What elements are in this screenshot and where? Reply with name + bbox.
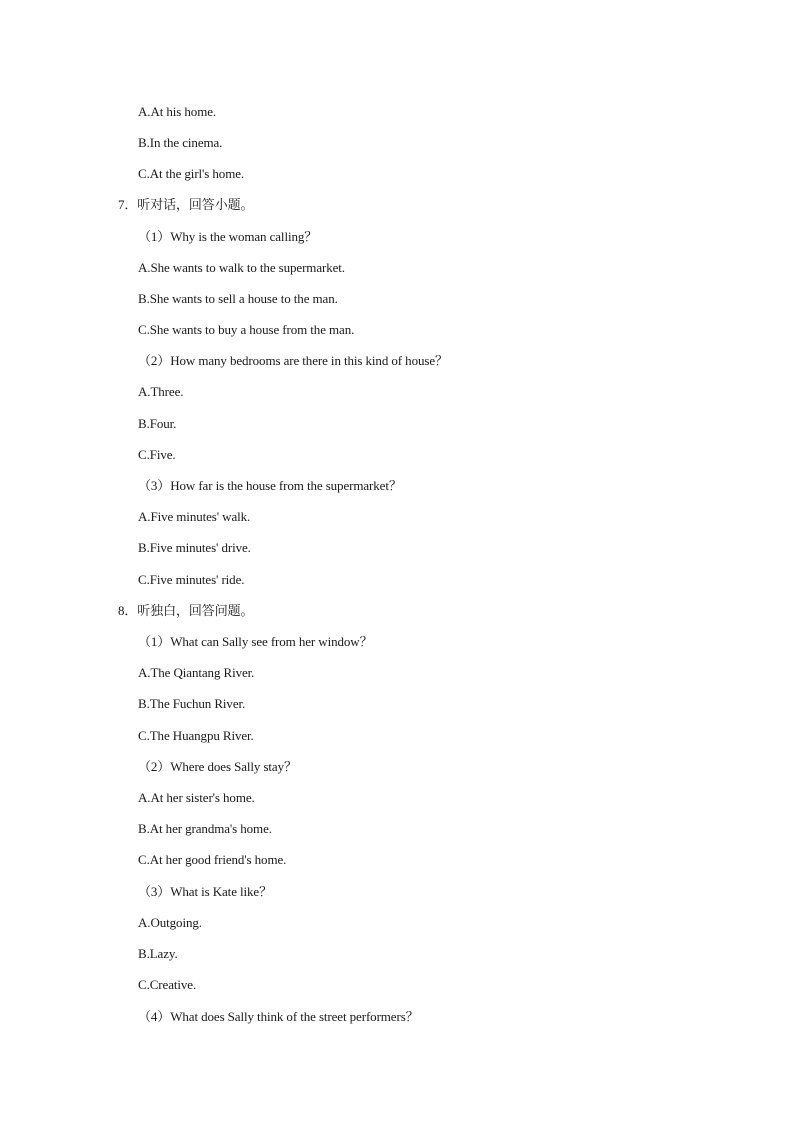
- q8-sub3-option-c: C.Creative.: [138, 977, 197, 992]
- q8-sub3-option-b: B.Lazy.: [138, 946, 178, 961]
- q8-sub1-option-c: C.The Huangpu River.: [138, 728, 254, 743]
- q7-sub3-option-b: B.Five minutes' drive.: [138, 540, 251, 555]
- q7-sub1-option-b: B.She wants to sell a house to the man.: [138, 291, 338, 306]
- q8-sub2-option-a: A.At her sister's home.: [138, 790, 255, 805]
- q7-sub2-option-b: B.Four.: [138, 416, 177, 431]
- q8-sub3-option-a: A.Outgoing.: [138, 915, 202, 930]
- q8-sub3-question: （3）What is Kate like？: [138, 884, 273, 899]
- q7-sub3-option-a: A.Five minutes' walk.: [138, 509, 251, 524]
- q8-sub1-option-a: A.The Qiantang River.: [138, 665, 255, 680]
- q8-sub1-option-b: B.The Fuchun River.: [138, 696, 246, 711]
- q7-sub3-option-c: C.Five minutes' ride.: [138, 572, 245, 587]
- prev-option-c: C.At the girl's home.: [138, 166, 245, 181]
- q7-sub1-option-a: A.She wants to walk to the supermarket.: [138, 260, 345, 275]
- q7-sub2-question: （2）How many bedrooms are there in this kind of house？: [138, 353, 448, 368]
- q8-sub2-question: （2）Where does Sally stay？: [138, 759, 297, 774]
- prev-option-b: B.In the cinema.: [138, 135, 223, 150]
- q8-sub2-option-b: B.At her grandma's home.: [138, 821, 272, 836]
- q7-sub1-option-c: C.She wants to buy a house from the man.: [138, 322, 355, 337]
- q8-sub4-question: （4）What does Sally think of the street performers？: [138, 1009, 419, 1024]
- prev-option-a: A.At his home.: [138, 104, 217, 119]
- q7-sub2-option-c: C.Five.: [138, 447, 176, 462]
- question-7-title: 7．听对话，回答小题。: [118, 197, 254, 212]
- q8-sub1-question: （1）What can Sally see from her window？: [138, 634, 373, 649]
- q7-sub1-question: （1）Why is the woman calling？: [138, 229, 318, 244]
- q7-sub2-option-a: A.Three.: [138, 384, 184, 399]
- q8-sub2-option-c: C.At her good friend's home.: [138, 852, 287, 867]
- question-8-title: 8．听独白，回答问题。: [118, 603, 254, 618]
- q7-sub3-question: （3）How far is the house from the supermarket？: [138, 478, 402, 493]
